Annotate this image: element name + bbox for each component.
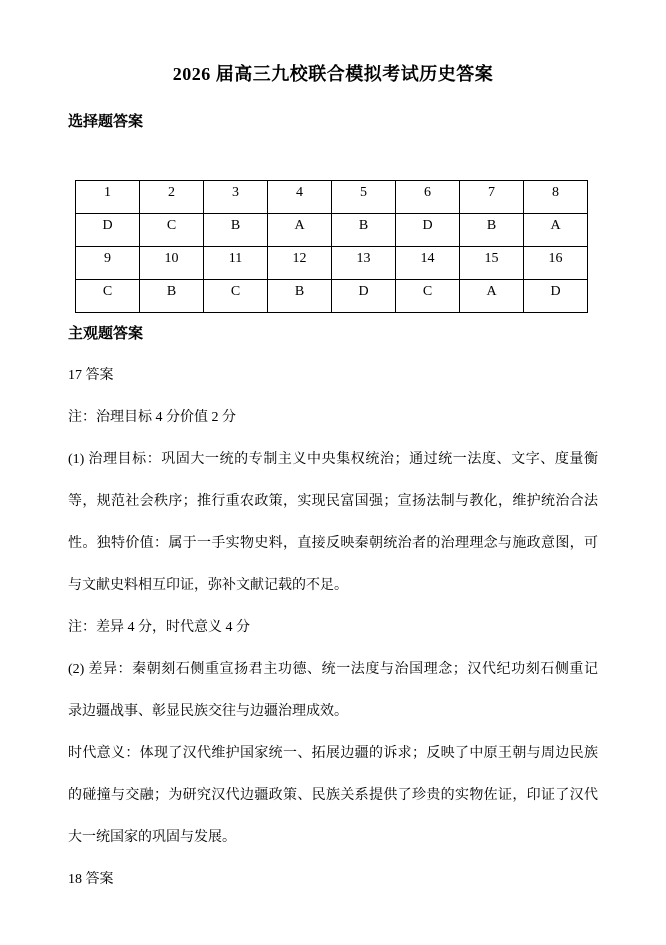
- table-cell: C: [204, 280, 268, 313]
- table-cell: C: [76, 280, 140, 313]
- table-cell: 1: [76, 181, 140, 214]
- table-cell: D: [76, 214, 140, 247]
- table-row-question-numbers-1-8: [76, 181, 588, 214]
- table-cell: 4: [268, 181, 332, 214]
- q17-para3-line-1: 时代意义：体现了汉代维护国家统一、拓展边疆的诉求；反映了中原王朝与周边民族: [68, 746, 598, 761]
- q17-para1-line-2: 等，规范社会秩序；推行重农政策，实现民富国强；宣扬法制与教化，维护统治合法: [68, 494, 598, 509]
- table-cell: 3: [204, 181, 268, 214]
- q17-para1-line-4: 与文献史料相互印证，弥补文献记载的不足。: [68, 578, 348, 593]
- section-heading-multiple-choice: 选择题答案: [68, 114, 144, 130]
- table-row-answers-1-8: [76, 214, 588, 247]
- table-row-question-numbers-9-16: [76, 247, 588, 280]
- section-heading-subjective: 主观题答案: [68, 326, 144, 342]
- table-cell: D: [332, 280, 396, 313]
- table-cell: A: [524, 214, 588, 247]
- table-cell: 12: [268, 247, 332, 280]
- subjective-answers-body: [68, 313, 598, 901]
- table-cell: B: [204, 214, 268, 247]
- q17-para3-line-2: 的碰撞与交融；为研究汉代边疆政策、民族关系提供了珍贵的实物佐证，印证了汉代: [68, 788, 598, 803]
- q17-para1-line-1: (1) 治理目标：巩固大一统的专制主义中央集权统治；通过统一法度、文字、度量衡: [68, 452, 598, 467]
- q17-para2-line-2: 录边疆战事、彰显民族交往与边疆治理成效。: [68, 704, 348, 719]
- q18-label: 18 答案: [68, 872, 114, 887]
- table-cell: 14: [396, 247, 460, 280]
- table-cell: 11: [204, 247, 268, 280]
- table-cell: 15: [460, 247, 524, 280]
- table-cell: 13: [332, 247, 396, 280]
- q17-para3-line-3: 大一统国家的巩固与发展。: [68, 830, 236, 845]
- table-cell: B: [140, 280, 204, 313]
- q17-para1-line-3: 性。独特价值：属于一手实物史料，直接反映秦朝统治者的治理理念与施政意图，可: [68, 536, 598, 551]
- q17-note-2: 注：差异 4 分，时代意义 4 分: [68, 620, 250, 635]
- q17-label: 17 答案: [68, 368, 114, 383]
- table-cell: C: [396, 280, 460, 313]
- page-title: 2026 届高三九校联合模拟考试历史答案: [172, 64, 494, 84]
- table-cell: 9: [76, 247, 140, 280]
- table-cell: 10: [140, 247, 204, 280]
- table-cell: B: [268, 280, 332, 313]
- q17-note-1: 注：治理目标 4 分价值 2 分: [68, 410, 236, 425]
- table-cell: 16: [524, 247, 588, 280]
- table-cell: B: [332, 214, 396, 247]
- table-cell: D: [396, 214, 460, 247]
- table-cell: A: [268, 214, 332, 247]
- table-cell: 8: [524, 181, 588, 214]
- table-cell: A: [460, 280, 524, 313]
- table-cell: C: [140, 214, 204, 247]
- table-cell: B: [460, 214, 524, 247]
- table-cell: D: [524, 280, 588, 313]
- table-cell: 7: [460, 181, 524, 214]
- table-cell: 6: [396, 181, 460, 214]
- answer-table: [75, 180, 588, 313]
- q17-para2-line-1: (2) 差异：秦朝刻石侧重宣扬君主功德、统一法度与治国理念；汉代纪功刻石侧重记: [68, 662, 598, 677]
- table-cell: 5: [332, 181, 396, 214]
- table-row-answers-9-16: [76, 280, 588, 313]
- table-cell: 2: [140, 181, 204, 214]
